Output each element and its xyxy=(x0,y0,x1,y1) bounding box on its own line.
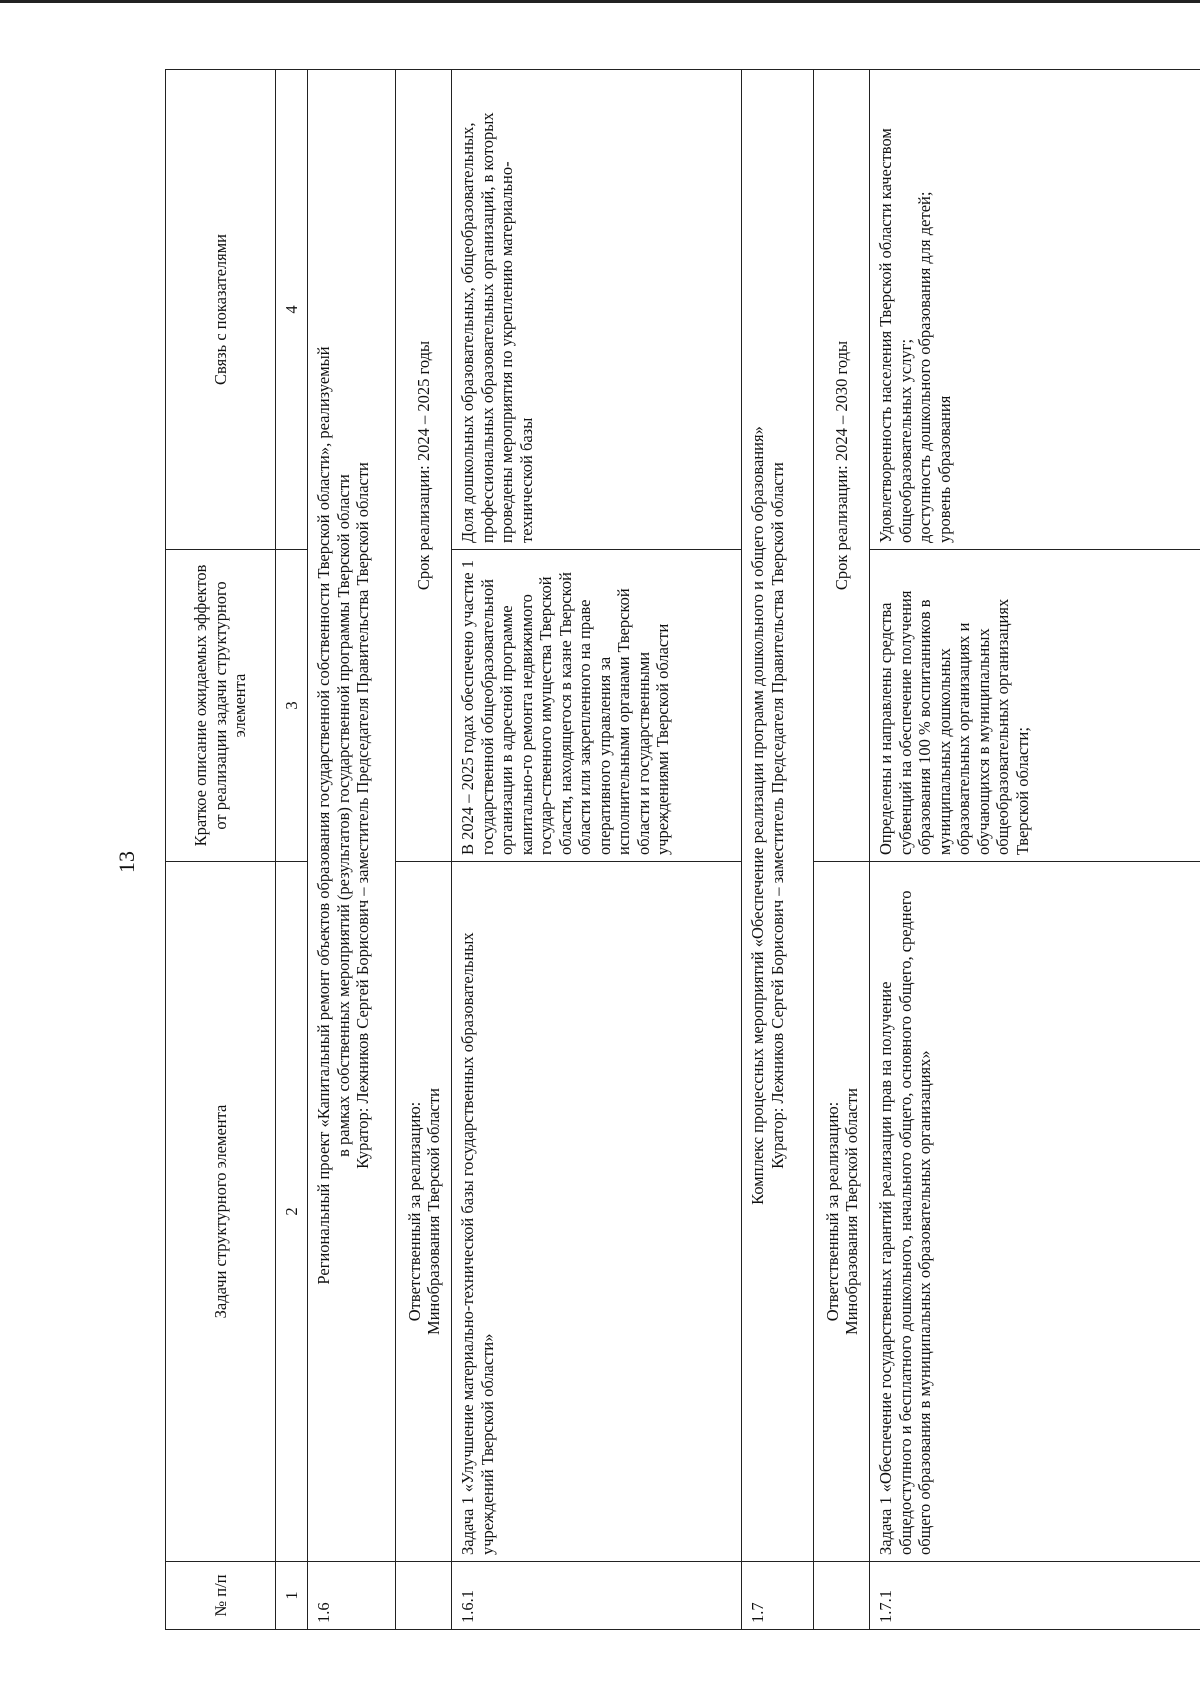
column-number: 4 xyxy=(276,70,308,550)
scan-edge xyxy=(0,0,1200,3)
task-number: 1.6.1 xyxy=(452,1562,742,1630)
task-indicator: Доля дошкольных образовательных, общеобразовательных, профессиональных образовательных организаций, в которых проведены мероприятия по укреплению материально-технической базы xyxy=(452,70,742,550)
section-title-line: Комплекс процессных мероприятий «Обеспечение реализации программ дошкольного и общего образования» xyxy=(748,426,768,1205)
section-curator: Куратор: Лежников Сергей Борисович – заместитель Председателя Правительства Тверской области xyxy=(767,462,787,1169)
responsible-cell xyxy=(396,862,452,1562)
section-title-line: Региональный проект «Капитальный ремонт объектов образования государственной собственности Тверской области», реализуемый xyxy=(314,346,334,1285)
task-number: 1.7.1 xyxy=(870,1562,1200,1630)
section-row xyxy=(308,70,396,1630)
task-text: Задача 1 «Обеспечение государственных гарантий реализации прав на получение общедоступного и бесплатного дошкольного, начального общего, основного общего, среднего общего образования в муниципальных образовательных организациях» xyxy=(870,862,1200,1562)
document-table-container xyxy=(165,70,1200,1630)
responsible-value: Минобразования Тверской области xyxy=(841,1088,861,1335)
task-effect: Определены и направлены средства субвенций на обеспечение получения образования 100 % воспитанников в муниципальных дошкольных образовательных организациях и обучающихся в муниципальных общеобразовательных организациях Тверской области; xyxy=(870,550,1200,862)
indicator-line: доступность дошкольного образования для детей; xyxy=(915,191,935,543)
indicator-line: Удовлетворенность населения Тверской области качеством общеобразовательных услуг; xyxy=(876,128,915,543)
empty-cell xyxy=(814,1562,870,1630)
empty-cell xyxy=(396,1562,452,1630)
page-number: 13 xyxy=(114,851,139,873)
task-effect: В 2024 – 2025 годах обеспечено участие 1 государственной общеобразовательной организации в адресной программе капитально-го ремонта недвижимого государ-ственного имущества Тверской области, находящегося в казне Тверской области или закрепленного на праве оперативного управления за исполнительными органами Тверской области и государственными учреждениями Тверской области xyxy=(452,550,742,862)
column-number: 3 xyxy=(276,550,308,862)
section-number: 1.7 xyxy=(742,1562,814,1630)
column-number: 1 xyxy=(276,1562,308,1630)
section-curator: Куратор: Лежников Сергей Борисович – заместитель Председателя Правительства Тверской области xyxy=(353,462,373,1169)
responsible-row xyxy=(396,70,452,1630)
header-effects: Краткое описание ожидаемых эффектов от реализации задачи структурного элемента xyxy=(166,550,276,862)
responsible-cell xyxy=(814,862,870,1562)
section-title xyxy=(742,70,814,1562)
table-header-row xyxy=(166,70,276,1630)
section-number: 1.6 xyxy=(308,1562,396,1630)
section-title-line: в рамках собственных мероприятий (результатов) государственной программы Тверской области xyxy=(333,474,353,1157)
section-title xyxy=(308,70,396,1562)
task-indicator xyxy=(870,70,1200,550)
task-row xyxy=(452,70,742,1630)
header-indicators: Связь с показателями xyxy=(166,70,276,550)
column-number-row xyxy=(276,70,308,1630)
task-text: Задача 1 «Улучшение материально-технической базы государственных образовательных учреждений Тверской области» xyxy=(452,862,742,1562)
indicator-line: уровень образования xyxy=(934,395,954,543)
column-number: 2 xyxy=(276,862,308,1562)
task-row xyxy=(870,70,1200,1630)
responsible-value: Минобразования Тверской области xyxy=(423,1088,443,1335)
responsible-label: Ответственный за реализацию: xyxy=(404,1101,424,1322)
responsible-label: Ответственный за реализацию: xyxy=(822,1101,842,1322)
structural-elements-table xyxy=(165,69,1200,1630)
section-row xyxy=(742,70,814,1630)
header-num: № п/п xyxy=(166,1562,276,1630)
term-cell: Срок реализации: 2024 – 2025 годы xyxy=(396,70,452,862)
responsible-row xyxy=(814,70,870,1630)
term-cell: Срок реализации: 2024 – 2030 годы xyxy=(814,70,870,862)
header-tasks: Задачи структурного элемента xyxy=(166,862,276,1562)
